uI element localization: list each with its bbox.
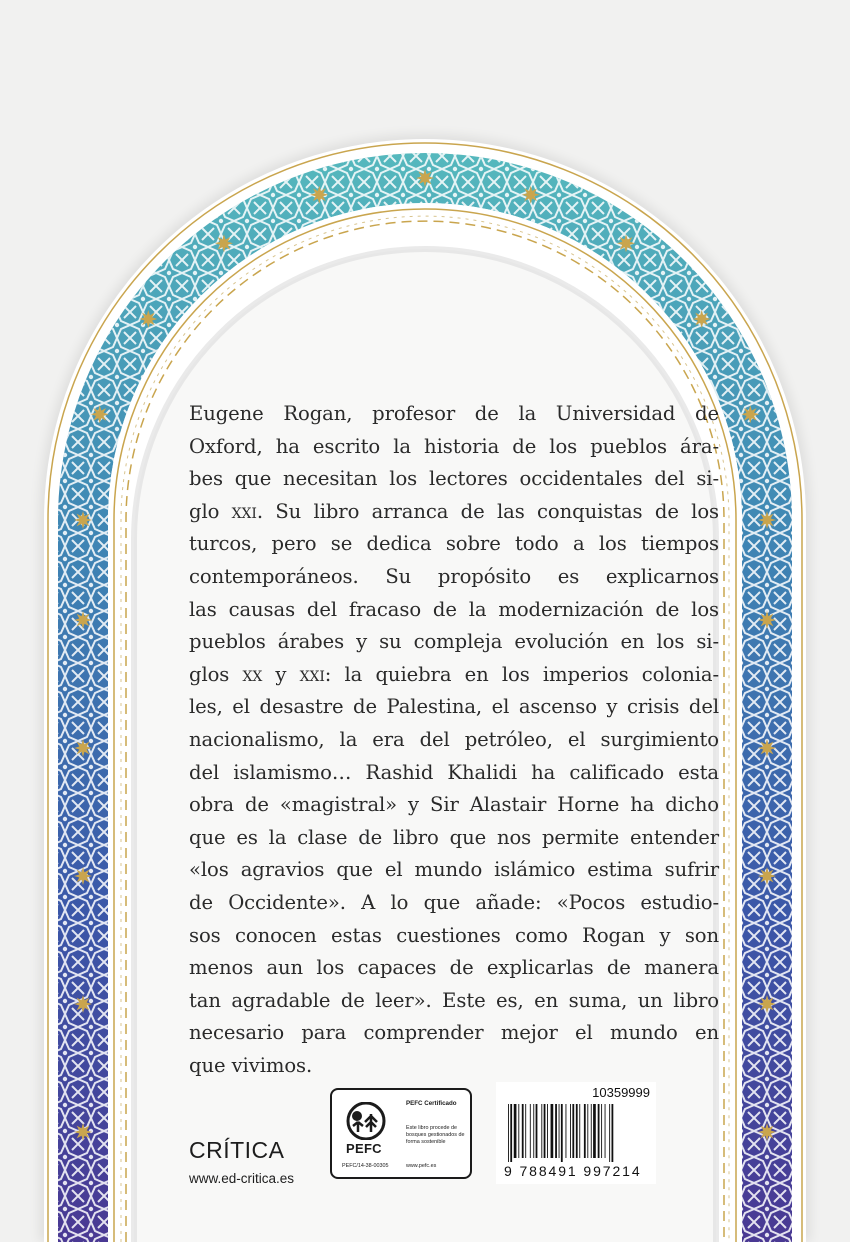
isbn-barcode	[496, 1082, 656, 1184]
barcode-bar	[533, 1104, 534, 1158]
blurb-line: que vivimos.	[189, 1053, 313, 1077]
blurb-line: Eugene Rogan, profesor de la Universidad de	[189, 402, 719, 425]
barcode-bar	[522, 1104, 524, 1158]
barcode-bar	[576, 1104, 578, 1158]
gold-star-ornament	[74, 867, 92, 885]
blurb-line: sos conocen estas cuestiones como Rogan y son	[189, 923, 719, 947]
publisher-name: CRÍTICA	[189, 1137, 285, 1163]
barcode-bar	[584, 1104, 586, 1158]
barcode-bar	[609, 1104, 610, 1162]
barcode-bar	[510, 1104, 512, 1162]
barcode-reference: 10359999	[592, 1085, 650, 1100]
blurb-line: necesario para comprender mejor el mundo en	[189, 1021, 719, 1045]
gold-star-ornament	[758, 995, 776, 1013]
pefc-description: Este libro procede de bosques gestionados de forma sostenible	[406, 1125, 465, 1145]
gold-star-ornament	[758, 1123, 776, 1141]
barcode-bar	[547, 1104, 548, 1158]
barcode-bar	[572, 1104, 574, 1158]
pefc-logo-text: PEFC	[346, 1141, 382, 1156]
gold-star-ornament	[74, 739, 92, 757]
gold-star-ornament	[416, 169, 434, 187]
barcode-bar	[555, 1104, 557, 1158]
blurb-line: de Occidente». A lo que añade: «Pocos estudio-	[189, 890, 719, 914]
blurb-line: pueblos árabes y su compleja evolución en los si-	[189, 630, 719, 654]
blurb-line: «los agravios que el mundo islámico estima sufrir	[189, 858, 719, 882]
pefc-code: PEFC/14-38-00305	[342, 1163, 389, 1169]
barcode-bar	[591, 1104, 592, 1158]
back-cover-blurb	[189, 398, 719, 1082]
isbn-number: 9 788491 997214	[504, 1163, 642, 1179]
barcode-bar	[536, 1104, 538, 1158]
gold-star-ornament	[758, 511, 776, 529]
barcode-bar	[605, 1104, 606, 1158]
barcode-bar	[570, 1104, 571, 1158]
blurb-line: glo xxi. Su libro arranca de las conquistas de los	[189, 499, 719, 523]
blurb-line: turcos, pero se dedica sobre todo a los tiempos	[189, 532, 719, 556]
gold-star-ornament	[758, 739, 776, 757]
barcode-bar	[514, 1104, 517, 1158]
barcode-bar	[566, 1104, 567, 1158]
blurb-line: del islamismo… Rashid Khalidi ha calificado esta	[189, 760, 719, 784]
barcode-bar	[525, 1104, 526, 1158]
pefc-title: PEFC Certificado	[406, 1100, 457, 1107]
blurb-line: nacionalismo, la era del petróleo, el surgimiento	[189, 727, 719, 751]
barcode-bar	[593, 1104, 596, 1158]
barcode-bar	[559, 1104, 560, 1158]
gold-star-ornament	[758, 867, 776, 885]
gold-star-ornament	[74, 1123, 92, 1141]
blurb-line: bes que necesitan los lectores occidentales del si-	[189, 467, 719, 491]
barcode-bar	[598, 1104, 600, 1158]
pefc-website: www.pefc.es	[406, 1163, 437, 1169]
barcode-bar	[551, 1104, 554, 1158]
pefc-certification-label	[330, 1088, 472, 1179]
blurb-line: menos aun los capaces de explicarlas de manera	[189, 956, 719, 980]
gold-star-ornament	[74, 611, 92, 629]
barcode-bar	[561, 1104, 563, 1162]
barcode-bar	[508, 1104, 509, 1162]
blurb-line: obra de «magistral» y Sir Alastair Horne ha dicho	[189, 793, 719, 817]
blurb-line: Oxford, ha escrito la historia de los pueblos ára-	[189, 434, 719, 458]
blurb-line: que es la clase de libro que nos permite entender	[189, 825, 719, 849]
gold-star-ornament	[758, 611, 776, 629]
gold-star-ornament	[74, 995, 92, 1013]
barcode-bar	[601, 1104, 602, 1158]
pefc-tree-icon	[344, 1102, 388, 1140]
barcode-bars	[506, 1104, 648, 1162]
blurb-line: glos xx y xxi: la quiebra en los imperios colonia-	[189, 662, 719, 686]
barcode-bar	[612, 1104, 614, 1162]
barcode-bar	[544, 1104, 546, 1158]
publisher-website: www.ed-critica.es	[189, 1171, 295, 1186]
barcode-bar	[579, 1104, 580, 1158]
blurb-line: les, el desastre de Palestina, el ascenso y crisis del	[189, 695, 719, 719]
barcode-bar	[530, 1104, 531, 1158]
barcode-bar	[541, 1104, 542, 1158]
barcode-bar	[587, 1104, 588, 1158]
blurb-line: las causas del fracaso de la modernización de los	[189, 597, 719, 621]
gold-star-ornament	[74, 511, 92, 529]
blurb-line: tan agradable de leer». Este es, en suma, un libro	[189, 988, 719, 1012]
blurb-line: contemporáneos. Su propósito es explicarnos	[189, 564, 719, 588]
barcode-bar	[518, 1104, 519, 1158]
